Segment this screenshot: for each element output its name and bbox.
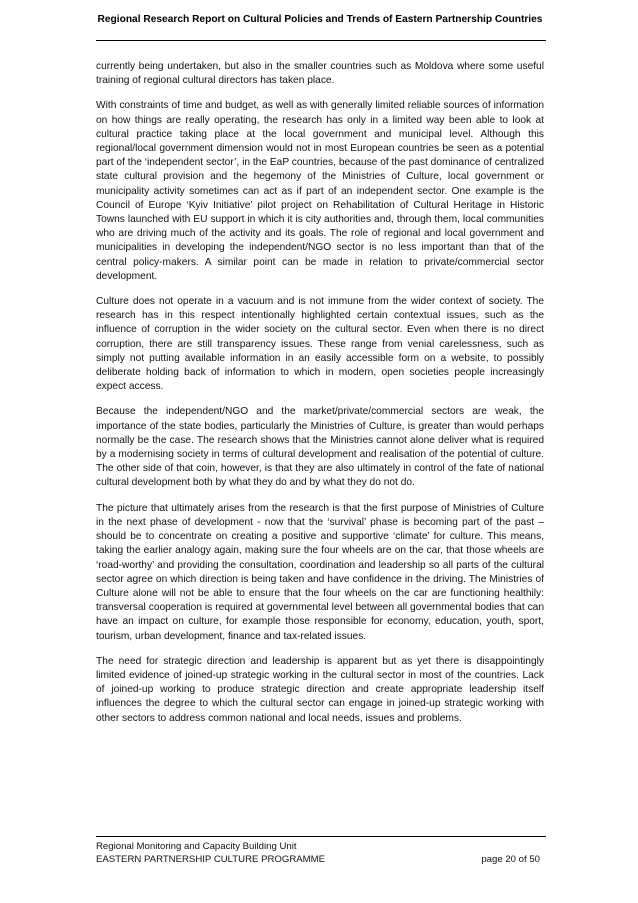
body-text bbox=[96, 60, 544, 737]
paragraph-1: currently being undertaken, but also in the smaller countries such as Moldova where some useful training of regional cultural directors has taken place. bbox=[96, 61, 544, 87]
paragraph-6: The need for strategic direction and leadership is apparent but as yet there is disappointingly limited evidence of joined-up strategic working in the cultural sector in most of the countries. Lack of joined-up working to produce strategic direction and create appropriate leadership itself influences the degree to which the cultural sector can engage in joined-up strategic working with other sectors to address common national and local needs, issues and problems. bbox=[96, 655, 544, 724]
page-number: page 20 of 50 bbox=[481, 854, 540, 865]
paragraph-2: With constraints of time and budget, as well as with generally limited reliable sources of information on how things are really operating, the research has only in a limited way been able to look at cultural practice taking place at the local government and municipal level. Although this regional/local government dimension would not in most European countries be seen as a potential part of the ‘independent sector’, in the EaP countries, because of the past dominance of centralized state cultural provision and the hegemony of the Ministries of Culture, local government or municipality activity sometimes can act as if part of an independent sector. One example is the Council of Europe ‘Kyiv Initiative’ pilot project on Rehabilitation of Cultural Heritage in Historic Towns launched with EU support in which it is city authorities and, through them, local communities who are driving much of the activity and its goals. The role of regional and local government and municipalities in developing the independent/NGO sector is no less important than that of the central policy-makers. A similar point can be made in relation to private/commercial sector development. bbox=[96, 100, 544, 282]
paragraph-3: Culture does not operate in a vacuum and is not immune from the wider context of society. The research has in this respect intentionally highlighted certain contextual issues, such as the influence of corruption in the wider society on the cultural sector. Even when there is no direct corruption, there are still transparency issues. These range from venial carelessness, such as simply not putting available information in an easily accessible form on a website, to possibly deliberate holding back of information to which in modern, open societies people increasingly expect access. bbox=[96, 296, 544, 393]
header-divider bbox=[96, 40, 546, 41]
footer-unit: Regional Monitoring and Capacity Building Unit bbox=[96, 841, 297, 852]
paragraph-4: Because the independent/NGO and the market/private/commercial sectors are weak, the importance of the state bodies, particularly the Ministries of Culture, is greater than would perhaps normally be the case. The research shows that the Ministries cannot alone deliver what is required by a modernising society in terms of cultural development and realisation of the potential of culture. The other side of that coin, however, is that they are also ultimately in control of the fate of national cultural development both by what they do and by what they do not do. bbox=[96, 406, 544, 489]
footer-programme: EASTERN PARTNERSHIP CULTURE PROGRAMME bbox=[96, 854, 326, 865]
footer-divider bbox=[96, 836, 546, 837]
page-header-title: Regional Research Report on Cultural Policies and Trends of Eastern Partnership Countries bbox=[97, 14, 543, 25]
page-footer bbox=[96, 840, 544, 866]
footer-row bbox=[96, 853, 544, 866]
paragraph-5: The picture that ultimately arises from the research is that the first purpose of Ministries of Culture in the next phase of development - now that the ‘survival’ phase is becoming part of the past – should be to concentrate on creating a positive and supportive ‘climate’ for culture. This means, taking the earlier analogy again, making sure the four wheels are on the car, that those wheels are ‘road-worthy’ and providing the consultation, coordination and leadership so all parts of the cultural sector agree on which direction is being taken and have confidence in the driving. The Ministries of Culture alone will not be able to ensure that the four wheels on the car are functioning healthily: transversal cooperation is required at governmental level between all governmental bodies that can have an impact on culture, for example those responsible for economy, education, youth, sport, tourism, urban development, finance and tax-related issues. bbox=[96, 502, 544, 642]
